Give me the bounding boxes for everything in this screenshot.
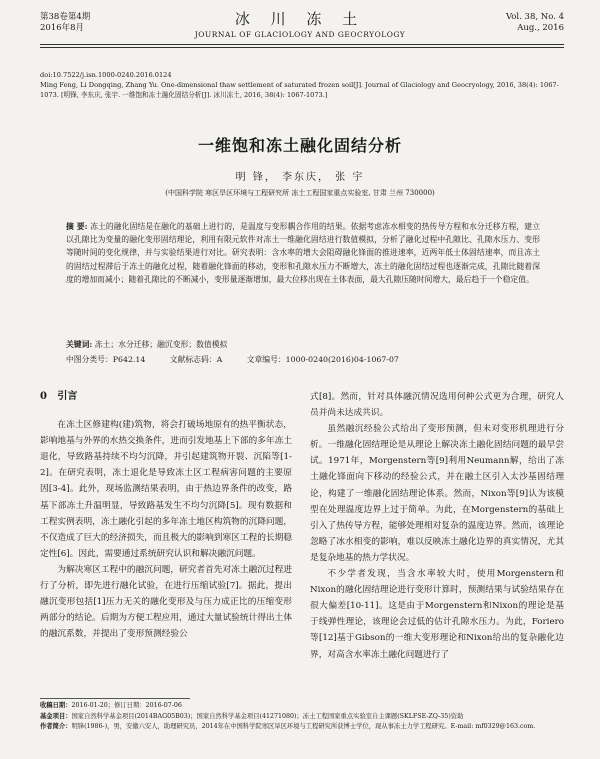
clc-number: 中图分类号：P642.14 (66, 355, 146, 364)
date-en: Aug., 2016 (517, 23, 564, 33)
header-rule-bottom (40, 47, 564, 48)
running-header-right (506, 12, 564, 34)
article-number: 文章编号：1000-0240(2016)04-1067-07 (246, 355, 399, 364)
paragraph: 虽然融沉经验公式给出了变形预测，但未对变形机理进行分析。一维融化固结理论是从理论上解决冻土融化固结问题的最早尝试。1971年，Morgenstern等[9]利用Neumann解，给出了冻土融化锋面向下移动的经验公式，并在融土区引入太沙基固结理论，构建了一维融化固结理论体系。然而，Nixon等[9]认为该模型在处理温度边界上过于简单。为此，在Morgenstern的基础上引入了热传导方程，能够处理相对复杂的温度边界。然而，该理论忽略了冰水相变的影响，难以反映冻土融化边界的真实情况，尤其是复杂地基的热力学状况。 (310, 424, 564, 563)
paragraph: 式[8]。然而，针对具体融沉情况选用何种公式更为合理，研究人员并尚未达成共识。 (310, 392, 564, 419)
footnote-rule (40, 698, 190, 699)
footnote-received (40, 701, 564, 712)
fund-label: 基金项目： (40, 712, 72, 720)
fund-text: 国家自然科学基金项目(2014BAG05B03)；国家自然科学基金项目(41271080)；冻土工程国家重点实验室自主课题(SKLFSE-ZQ-35)资助 (71, 712, 464, 720)
received-label: 收稿日期： (40, 702, 72, 709)
received-dates: 2016-01-20；修订日期：2016-07-06 (71, 702, 182, 709)
volume-issue-en: Vol. 38, No. 4 (505, 12, 564, 22)
doi-line: doi:10.7522/j.isn.1000-0240.2016.0124 (40, 71, 172, 79)
doi-block (40, 70, 564, 100)
paragraph: 为解决寒区工程中的融沉问题，研究者首先对冻土融沉过程进行了分析，即先进行融化试验，在进行压缩试验[7]。据此，提出融沉变形包括[1]压力无关的融化变形及与压力成正比的压缩变形两部分的结论。后期为方便工程应用，通过大量试验统计得出土体的融沉系数，并提出了变形预测经验公 (40, 564, 292, 640)
body-column-right (310, 389, 564, 663)
author-bio-label: 作者简介： (40, 723, 72, 730)
date-cn: 2016年8月 (40, 23, 85, 33)
classification-line (66, 354, 540, 366)
footnotes (40, 701, 564, 733)
paragraph: 不少学者发现，当含水率较大时，使用Morgenstern和Nixon的融化固结理论进行变形计算时，预测结果与试验结果存在很大偏差[10-11]。这是由于Morgenstern和Nixon的理论是基于线弹性理论，该理论会过低的估计孔隙水压力。为此，Foriero等[12]基于Gibson的一维大变形理论和Nixon给出的复杂融化边界，对高含水率冻土融化问题进行了 (310, 569, 564, 660)
article-title: 一维饱和冻土融化固结分析 (197, 136, 402, 155)
body-column-left (40, 389, 292, 642)
keywords-text: 冻土；水分迁移；融沉变形；数值模拟 (94, 340, 228, 349)
header-rule-top (40, 44, 564, 45)
keywords (66, 339, 540, 351)
author-list: 明 锋， 李东庆， 张 宇 (235, 172, 365, 183)
journal-title-en: JOURNAL OF GLACIOLOGY AND GEOCRYOLOGY (194, 30, 406, 39)
abstract (66, 220, 540, 286)
footnote-author (40, 722, 564, 733)
author-affiliation: (中国科学院 寒区旱区环境与工程研究所 冻土工程国家重点实验室, 甘肃 兰州 730000) (165, 189, 435, 197)
citation-line: Ming Feng, Li Dongqing, Zhang Yu. One-dimensional thaw settlement of saturated frozen soil[J]. Journal of Glaciology and Geocryology, 2016, 38(4): 1067-1073. [明锋, 李东庆, 张宇. 一维饱和冻土融化固结分析[J]. 冰川冻土, 2016, 38(4): 1067-1073.] (40, 81, 559, 99)
section-title: 引言 (57, 391, 78, 402)
author-bio: 明锋(1986-)，男，安徽六安人，助理研究员，2014年在中国科学院寒区旱区环境与工程研究所获博士学位，现从事冻土力学工程研究。E-mail: mf0329@163.com. (71, 723, 536, 730)
document-code: 文献标志码：A (169, 355, 223, 364)
section-heading (40, 389, 292, 405)
volume-issue-cn: 第38卷第4期 (40, 12, 91, 22)
journal-title-cn: 冰 川 冻 土 (234, 10, 366, 28)
keywords-label: 关键词: (66, 340, 93, 349)
section-number: 0 (40, 391, 47, 402)
paragraph: 在冻土区修建构(建)筑物，将会打破场地原有的热平衡状态，影响地基与外界的水热交换条件，进而引发地基上下部的多年冻土退化，导致路基持续不均匀沉降，并引起建筑物开裂、沉陷等[1-2]。在研究表明，冻土退化是导致冻土区工程病害问题的主要原因[3-4]。此外，现场监测结果表明，由于热边界条件的改变，路基下部冻土升温明显，导致路基发生不均匀沉降[5]。现有数据和工程实例表明，冻土融化引起的多年冻土地区构筑物的沉降问题，不仅造成了巨大的经济损失，而且极大的影响到寒区工程的长期稳定性[6]。因此，需要通过系统研究认识和解决融沉问题。 (40, 420, 292, 559)
abstract-label: 摘 要: (66, 222, 88, 231)
footnote-fund (40, 712, 564, 723)
abstract-text: 冻土的融化固结是在融化的基础上进行的，是温度与变形耦合作用的结果。依据考虑冻水相变的热传导方程和水分迁移方程，建立以孔隙比为变量的融化变形固结理论，利用有限元软件对冻土一维融化固结进行数值模拟，分析了融化过程中孔隙比、孔隙水压力、变形等随时间的变化规律，并与实验结果进行对比。研究表明：含水率的增大会阻碍融化锋面的推进速率，近两年低土体固结速率，而且冻土的固结过程滞后于冻土的融化过程，随着融化锋面的移动，变形和孔隙水压力不断增大，冻土的融化固结过程也逐渐完成，孔隙比随着深度的增加而减小；随着孔隙比的不断减小，变形量逐渐增加，最大位移出现在土体表面，最大孔隙压随时间增大，最后趋于一个稳定值。 (66, 222, 540, 284)
